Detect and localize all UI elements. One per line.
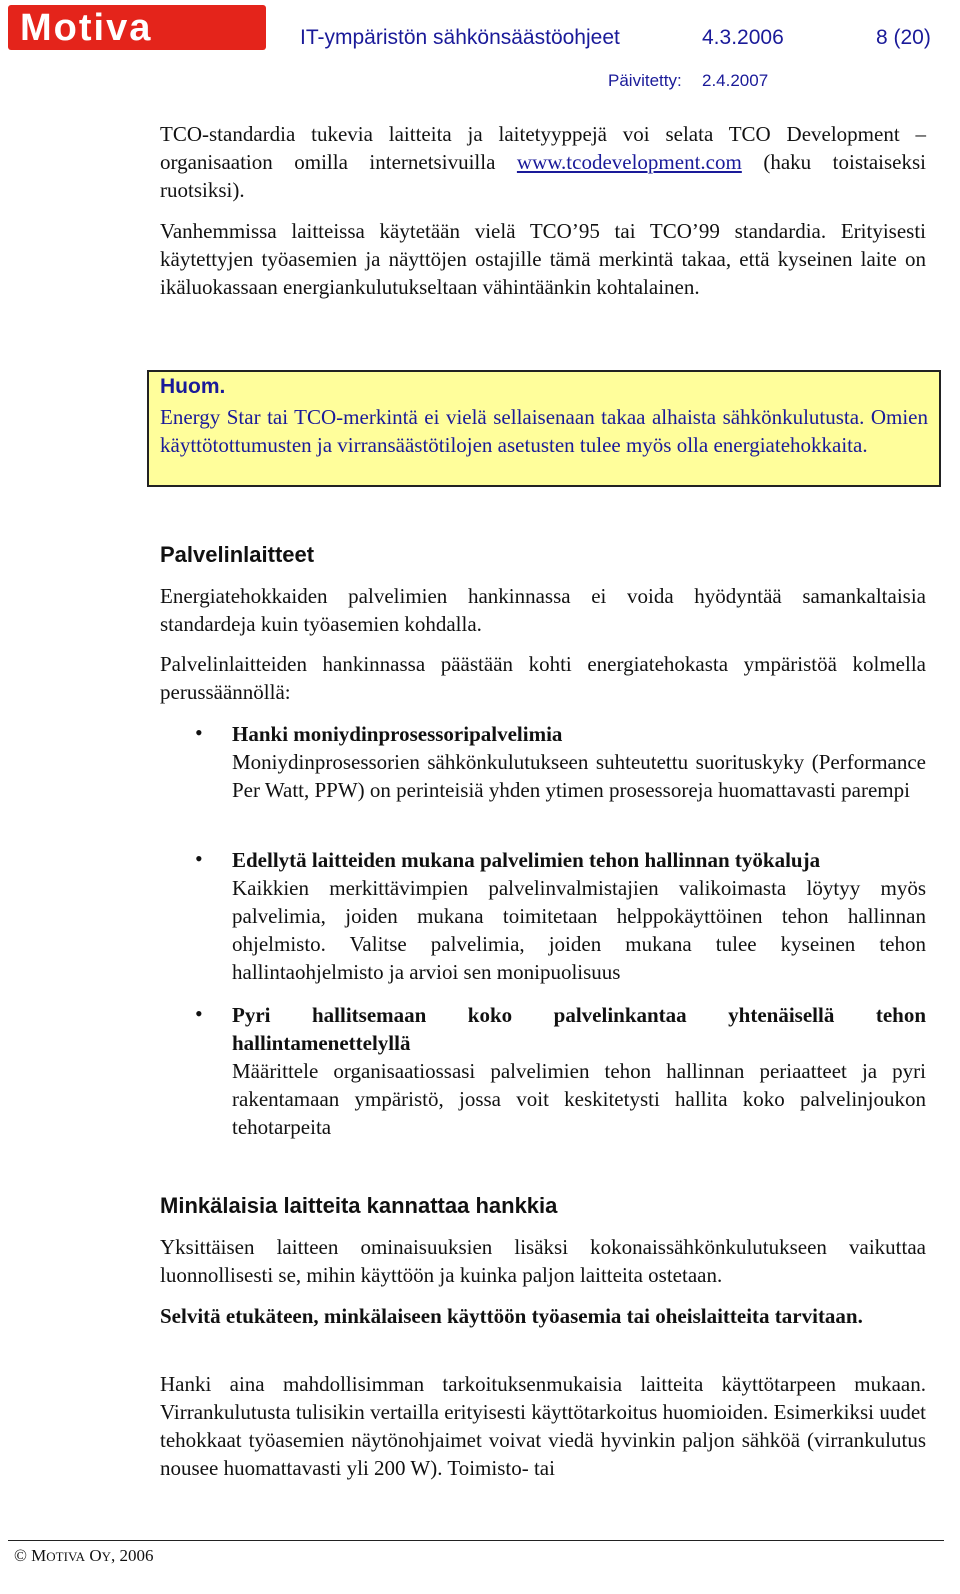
intro-paragraph-2: Vanhemmissa laitteissa käytetään vielä TCO’95 tai TCO’99 standardia. Erityisesti käytettyjen työasemien ja näyttöjen ostajille tämä merkintä takaa, että kyseinen laite on ikäluokassaan energiankulutukseltaan vähintäänkin kohtalainen. — [160, 219, 926, 299]
bullet-title: Pyri hallitsemaan koko palvelinkantaa yhtenäisellä tehon hallintamenettelyllä — [232, 1003, 926, 1055]
intro-paragraph-1 — [160, 120, 926, 204]
bullet-icon: • — [195, 846, 203, 871]
motiva-logo — [8, 5, 266, 50]
intro-p1-end: (haku toistaiseksi ruotsiksi). — [160, 150, 926, 202]
copyright-icon: © — [14, 1546, 27, 1565]
what-to-buy-heading: Minkälaisia laitteita kannattaa hankkia — [160, 1193, 558, 1218]
note-text: Energy Star tai TCO-merkintä ei vielä sellaisenaan takaa alhaista sähkönkulutusta. Omien käyttötottumusten ja virransäästötilojen asetusten tulee myös olla energiatehokkaita. — [160, 405, 928, 457]
footer-divider — [8, 1540, 944, 1541]
bullet-item-1 — [232, 720, 926, 804]
bullet-item-2 — [232, 846, 926, 986]
servers-paragraph-2: Palvelinlaitteiden hankinnassa päästään kohti energiatehokasta ympäristöä kolmella perussäännöllä: — [160, 652, 926, 704]
bullet-title: Hanki moniydinprosessoripalvelimia — [232, 722, 563, 746]
footer-year: , 2006 — [110, 1546, 154, 1565]
bullet-icon: • — [195, 720, 203, 745]
document-title: IT-ympäristön sähkönsäästöohjeet — [300, 26, 620, 49]
bullet-text: Kaikkien merkittävimpien palvelinvalmistajien valikoimasta löytyy myös palvelimia, joiden mukana toimitetaan helppokäyttöinen tehon hallinnan ohjelmisto. Valitse palvelimia, joiden mukana tulee kyseinen tehon hallintaohjelmisto ja arvioi sen monipuolisuus — [232, 876, 926, 984]
what-to-buy-paragraph-3: Hanki aina mahdollisimman tarkoituksenmukaisia laitteita käyttötarpeen mukaan. Virrankulutusta tulisikin vertailla erityisesti käyttötarkoitus huomioiden. Esimerkiksi uudet tehokkaat työasemien näytönohjaimet voivat viedä hyvinkin paljon sähköä (virrankulutus nousee huomattavasti yli 200 W). Toimisto- tai — [160, 1372, 926, 1480]
tcodevelopment-link[interactable]: www.tcodevelopment.com — [516, 150, 742, 174]
bullet-item-3 — [232, 1001, 926, 1141]
logo-text: Motiva — [20, 7, 153, 49]
servers-paragraph-1: Energiatehokkaiden palvelimien hankinnassa ei voida hyödyntää samankaltaisia standardeja kuin työasemien kohdalla. — [160, 584, 926, 636]
servers-heading: Palvelinlaitteet — [160, 542, 315, 567]
company-name-y: Y — [101, 1549, 111, 1564]
note-box — [147, 370, 941, 487]
bullet-icon: • — [195, 1001, 203, 1026]
note-heading: Huom. — [160, 375, 226, 398]
company-name-o: O — [89, 1546, 102, 1565]
document-date: 4.3.2006 — [702, 26, 784, 49]
what-to-buy-paragraph-1: Yksittäisen laitteen ominaisuuksien lisäksi kokonaissähkönkulutukseen vaikuttaa luonnollisesti se, mihin käyttöön ja kuinka paljon laitteita ostetaan. — [160, 1235, 926, 1287]
company-name-m: M — [31, 1546, 47, 1565]
bullet-title: Edellytä laitteiden mukana palvelimien tehon hallinnan työkaluja — [232, 848, 821, 872]
what-to-buy-paragraph-2: Selvitä etukäteen, minkälaiseen käyttöön työasemia tai oheislaitteita tarvitaan. — [160, 1304, 863, 1328]
bullet-text: Moniydinprosessorien sähkönkulutukseen suhteutettu suorituskyky (Performance Per Watt, PPW) on perinteisiä yhden ytimen prosessoreja huomattavasti parempi — [232, 750, 926, 802]
updated-date: 2.4.2007 — [702, 71, 769, 90]
updated-label: Päivitetty: — [608, 71, 682, 90]
company-name-otiva: OTIVA — [46, 1549, 86, 1564]
intro-p1-start: TCO-standardia tukevia laitteita ja laitetyyppejä voi selata TCO Development –organisaation omilla internetsivuilla — [160, 122, 926, 174]
footer-copyright — [14, 1546, 153, 1566]
bullet-text: Määrittele organisaatiossasi palvelimien tehon hallinnan periaatteet ja pyri rakentamaan ympäristö, jossa voit keskitetysti hallita koko palvelinjoukon tehotarpeita — [232, 1059, 926, 1139]
page-number: 8 (20) — [876, 26, 931, 49]
